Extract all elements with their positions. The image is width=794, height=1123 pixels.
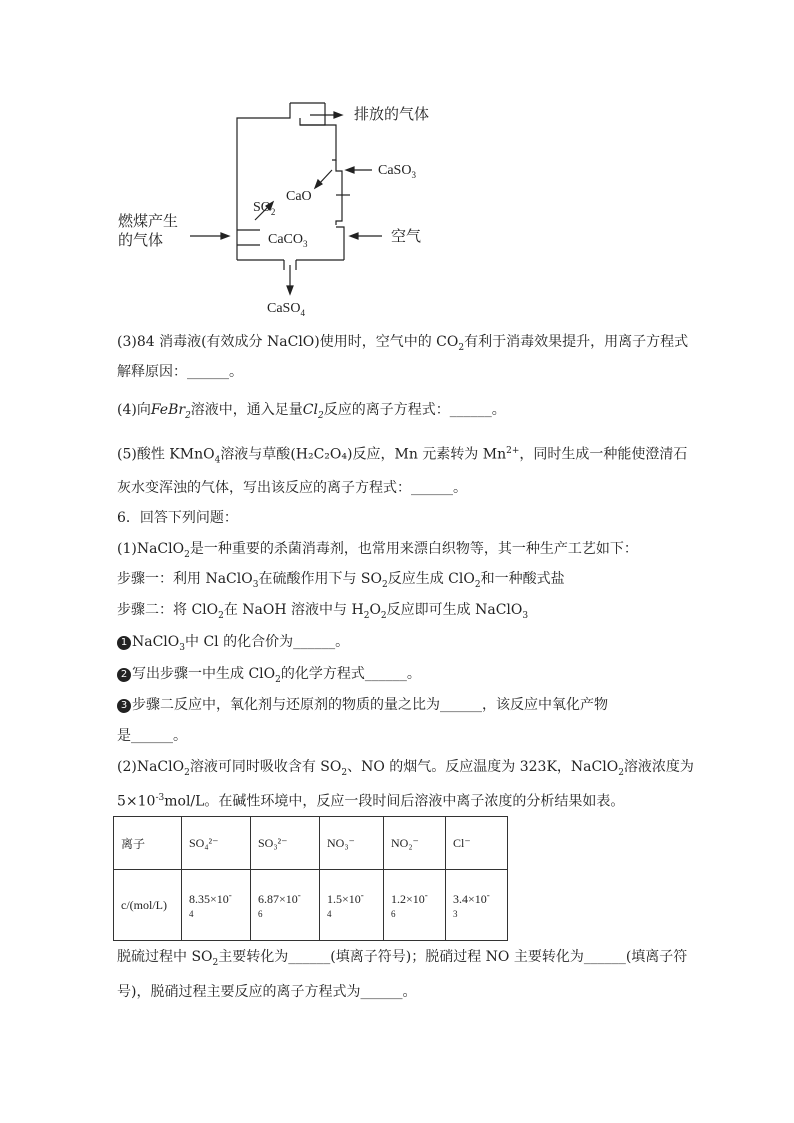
- cao-label: CaO: [286, 189, 312, 204]
- answer-blank: ______: [360, 984, 403, 1000]
- answer-blank: ______: [449, 402, 492, 418]
- q4-line: (4)向FeBr$_2$溶液中，通入足量$Cl_2$反应的离子方程式：______。: [117, 402, 506, 421]
- table-cell-ion: NO₃⁻: [320, 817, 384, 870]
- q6-subq3-line2: 是______。: [117, 728, 187, 744]
- q5-line1: (5)酸性 KMnO$_4$溶液与草酸(H₂C₂O₄)反应，Mn 元素转为 $Mn^{2+}$，同时生成一种能使澄清石: [117, 446, 688, 466]
- table-cell-value: 1.2×10- 6: [384, 870, 446, 941]
- table-cell-value: 6.87×10- 6: [251, 870, 320, 941]
- q6-subq3-line1: 3 步骤二反应中，氧化剂与还原剂的物质的量之比为______，该反应中氧化产物: [117, 695, 608, 715]
- q6-subq1: 1 NaClO$_3$中 Cl 的化合价为______。: [117, 632, 349, 658]
- exhaust-gas-label: 排放的气体: [354, 107, 430, 123]
- table-cell-ion: Cl⁻: [446, 817, 508, 870]
- table-cell-ion: NO₂⁻: [384, 817, 446, 870]
- caso4-label: CaSO$_4$: [267, 301, 305, 318]
- table-cell-value: 3.4×10- 3: [446, 870, 508, 941]
- table-header-conc: c/(mol/L): [114, 870, 182, 941]
- desulfurization-process-diagram: [110, 95, 470, 320]
- circled-number-1: 1: [117, 636, 131, 650]
- answer-blank: ______: [293, 634, 336, 650]
- table-header-row: [114, 817, 508, 870]
- q6-part2-line1: (2)NaClO$_2$溶液可同时吸收含有 $SO_2$、NO 的烟气。反应温度为 323K，NaClO$_2$溶液浓度为: [117, 759, 694, 778]
- answer-blank: ______: [440, 697, 482, 713]
- q6-step2: 步骤二：将 ClO$_2$在 NaOH 溶液中与 $H_2O_2$反应即可生成 NaClO$_3$: [117, 602, 529, 621]
- caco3-label: CaCO$_3$: [268, 232, 308, 249]
- answer-blank: ______: [411, 480, 453, 496]
- final-line1: 脱硫过程中 $SO_2$主要转化为______(填离子符号)；脱硝过程 NO 主要转化为______(填离子符: [117, 949, 688, 968]
- final-line2: 号)，脱硝过程主要反应的离子方程式为______。: [117, 984, 417, 1000]
- circled-number-3: 3: [117, 699, 131, 713]
- coal-gas-label-line1: 燃煤产生: [118, 214, 179, 230]
- answer-blank: ______: [364, 666, 407, 682]
- answer-blank: ______: [131, 728, 173, 744]
- answer-blank: ______: [288, 949, 331, 965]
- q6-part1-intro: (1)NaClO$_2$是一种重要的杀菌消毒剂，也常用来漂白织物等，其一种生产工艺如下：: [117, 541, 638, 560]
- q6-step1: 步骤一：利用 NaClO$_3$在硫酸作用下与 $SO_2$反应生成 ClO$_2$和一种酸式盐: [117, 571, 565, 590]
- table-cell-value: 1.5×10- 4: [320, 870, 384, 941]
- q3-line1: (3)84 消毒液(有效成分 NaClO)使用时，空气中的 $CO_2$有利于消毒效果提升，用离子方程式: [117, 334, 689, 353]
- table-cell-value: 8.35×10- 4: [182, 870, 251, 941]
- process-diagram-svg: [110, 95, 470, 320]
- q6-title: 6．回答下列问题：: [117, 510, 238, 526]
- table-value-row: [114, 870, 508, 941]
- circled-number-2: 2: [117, 668, 131, 682]
- q5-line2: 灰水变浑浊的气体，写出该反应的离子方程式：______。: [117, 480, 467, 496]
- coal-gas-label-line2: 的气体: [118, 233, 164, 249]
- answer-blank: ______: [187, 364, 229, 380]
- ion-concentration-table: [113, 816, 508, 941]
- table-header-ion: 离子: [114, 817, 182, 870]
- caso3-label: CaSO$_3$: [378, 163, 416, 180]
- air-label: 空气: [391, 229, 422, 245]
- table-cell-ion: SO₄²⁻: [182, 817, 251, 870]
- q6-subq2: 2 写出步骤一中生成 ClO$_2$的化学方程式______。: [117, 664, 421, 690]
- answer-blank: ______: [583, 949, 626, 965]
- q6-part2-line2: $5\times 10^{-3}mol/L$。在碱性环境中，反应一段时间后溶液中离子浓度的分析结果如表。: [117, 793, 625, 810]
- q3-line2: 解释原因：______。: [117, 364, 243, 380]
- so2-label: $SO_2$: [253, 200, 276, 217]
- table-cell-ion: SO₃²⁻: [251, 817, 320, 870]
